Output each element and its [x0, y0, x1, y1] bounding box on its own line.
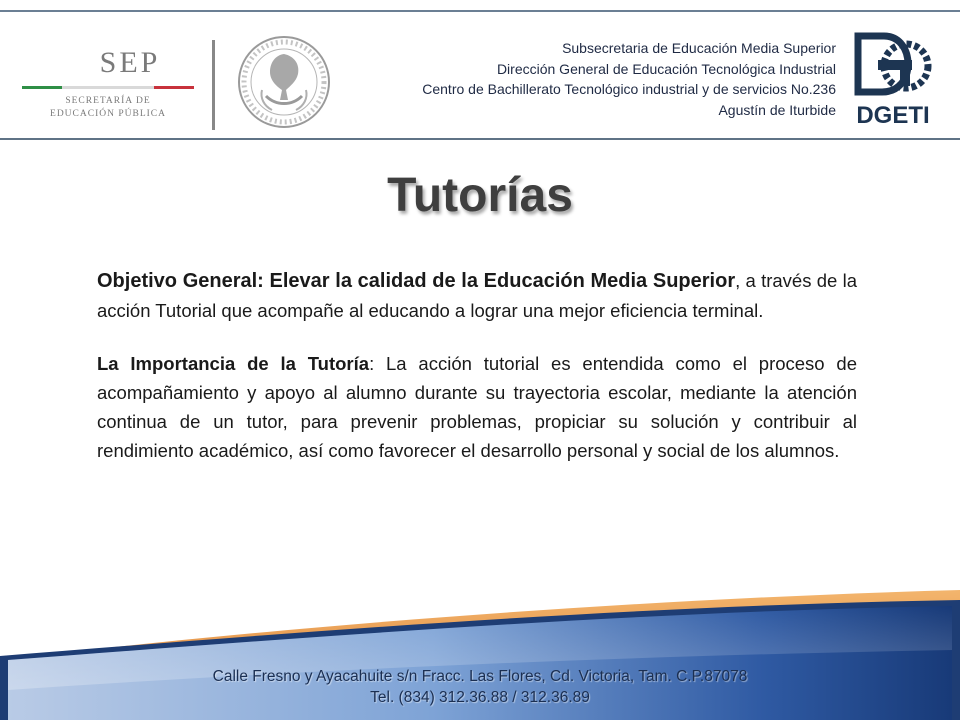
dgeti-gear-icon	[848, 30, 938, 102]
sep-logo-tricolor-rule	[22, 86, 194, 89]
objective-lead: Objetivo General: Elevar la calidad de la Educación Media Superior	[97, 270, 736, 292]
sep-logo-line1: SECRETARÍA DE	[65, 96, 151, 106]
header-bottom-rule	[0, 138, 960, 140]
institution-line-2: Dirección General de Educación Tecnológica Industrial	[496, 60, 836, 77]
dgeti-logo	[848, 30, 938, 138]
logo-divider	[212, 40, 215, 130]
importance-text: : La acción tutorial es entendida como el proceso de acompañamiento y apoyo al alumno durante su trayectoria escolar, mediante la atención continua de un tutor, para prevenir problemas, propiciar su solución y contribuir al rendimiento académico, así como favorecer el desarrollo personal y social de los alumnos.	[97, 353, 857, 461]
institution-info	[276, 38, 836, 120]
header-top-rule	[0, 10, 960, 12]
sep-logo-line2: EDUCACIÓN PÚBLICA	[50, 109, 166, 119]
footer-phone: Tel. (834) 312.36.88 / 312.36.89	[370, 689, 590, 706]
objective-text: , a través de la acción Tutorial que acompañe al educando a lograr una mejor eficiencia terminal.	[97, 270, 858, 321]
footer-address: Calle Fresno y Ayacahuite s/n Fracc. Las Flores, Cd. Victoria, Tam. C.P.87078	[212, 668, 748, 685]
footer	[0, 570, 960, 720]
importance-lead: La Importancia de la Tutoría	[97, 353, 370, 374]
footer-address-block	[0, 666, 960, 708]
institution-line-1: Subsecretaria de Educación Media Superior	[562, 40, 836, 56]
header	[0, 10, 960, 140]
slide-title: Tutorías	[387, 169, 573, 222]
institution-line-4: Agustín de Iturbide	[718, 101, 836, 118]
sep-logo-title: SEP	[99, 46, 161, 79]
importance-paragraph	[97, 349, 857, 465]
body-content	[97, 266, 857, 465]
dgeti-logo-text: DGETI	[856, 102, 930, 129]
institution-line-3: Centro de Bachillerato Tecnológico industrial y de servicios No.236	[422, 81, 836, 97]
sep-logo	[22, 46, 194, 126]
objective-paragraph	[97, 266, 857, 325]
